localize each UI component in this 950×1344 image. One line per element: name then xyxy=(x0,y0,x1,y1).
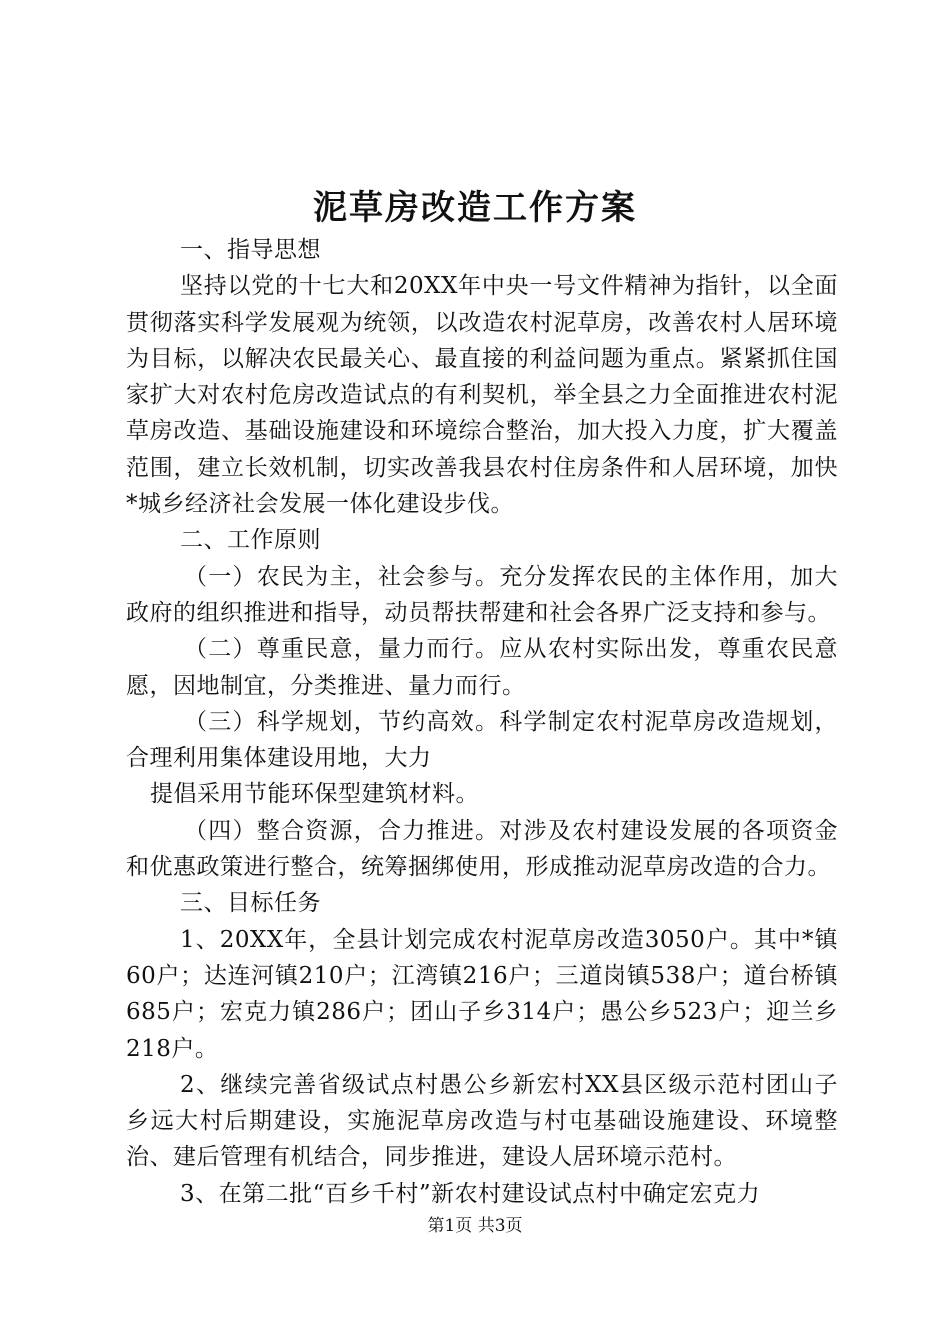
document-body xyxy=(126,232,838,1212)
paragraph-task-3: 3、在第二批“百乡千村”新农村建设试点村中确定宏克力 xyxy=(180,1180,761,1207)
section-heading-guiding-ideology: 一、指导思想 xyxy=(180,237,321,263)
paragraph-principle-3: （三）科学规划，节约高效。科学制定农村泥草房改造规划，合理利用集体建设用地，大力 xyxy=(126,708,838,772)
page-footer: 第1页 共3页 xyxy=(427,1216,523,1236)
document-title: 泥草房改造工作方案 xyxy=(313,188,637,228)
paragraph-guiding-ideology: 坚持以党的十七大和20XX年中央一号文件精神为指针，以全面贯彻落实科学发展观为统领，以改造农村泥草房，改善农村人居环境为目标，以解决农民最关心、最直接的利益问题为重点。紧紧抓住国家扩大对农村危房改造试点的有利契机，举全县之力全面推进农村泥草房改造、基础设施建设和环境综合整治，加大投入力度，扩大覆盖范围，建立长效机制，切实改善我县农村住房条件和人居环境，加快*城乡经济社会发展一体化建设步伐。 xyxy=(126,273,838,518)
section-heading-target-tasks: 三、目标任务 xyxy=(180,890,321,917)
section-heading-work-principles: 二、工作原则 xyxy=(180,527,321,554)
paragraph-task-1: 1、20XX年，全县计划完成农村泥草房改造3050户。其中*镇60户；达连河镇210户；江湾镇216户；三道岗镇538户；道台桥镇685户；宏克力镇286户；团山子乡314户；愚公乡523户；迎兰乡218户。 xyxy=(126,926,838,1062)
paragraph-principle-4: （四）整合资源，合力推进。对涉及农村建设发展的各项资金和优惠政策进行整合，统筹捆绑使用，形成推动泥草房改造的合力。 xyxy=(126,817,838,881)
paragraph-principle-2: （二）尊重民意，量力而行。应从农村实际出发，尊重农民意愿，因地制宜，分类推进、量力而行。 xyxy=(126,636,838,699)
paragraph-task-2: 2、继续完善省级试点村愚公乡新宏村XX县区级示范村团山子乡远大村后期建设，实施泥草房改造与村屯基础设施建设、环境整治、建后管理有机结合，同步推进，建设人居环境示范村。 xyxy=(126,1071,838,1171)
paragraph-principle-3-continued: 提倡采用节能环保型建筑材料。 xyxy=(150,781,479,808)
paragraph-principle-1: （一）农民为主，社会参与。充分发挥农民的主体作用，加大政府的组织推进和指导，动员帮扶帮建和社会各界广泛支持和参与。 xyxy=(126,563,838,626)
